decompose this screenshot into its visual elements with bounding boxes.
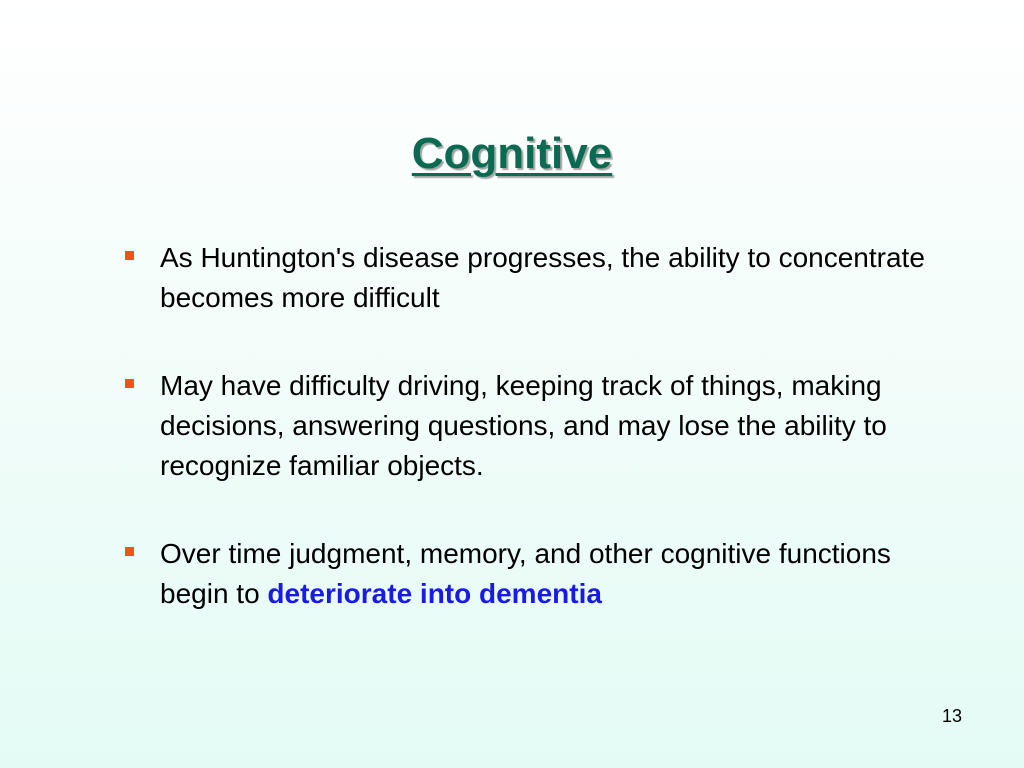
- square-bullet-icon: [125, 547, 134, 556]
- emphasized-text: deteriorate into dementia: [267, 578, 602, 609]
- slide-title: Cognitive: [411, 129, 613, 178]
- bullet-item-2: [122, 366, 942, 486]
- bullet-text: May have difficulty driving, keeping track of things, making decisions, answering questions, and may lose the ability to recognize familiar objects.: [160, 370, 887, 481]
- bullet-text: As Huntington's disease progresses, the ability to concentrate becomes more difficult: [160, 242, 925, 313]
- square-bullet-icon: [125, 251, 134, 260]
- bullet-item-1: [122, 238, 942, 318]
- bullet-list: [122, 238, 942, 662]
- square-bullet-icon: [125, 379, 134, 388]
- slide-number: 13: [941, 706, 962, 726]
- bullet-text: Over time judgment, memory, and other cognitive functions begin to: [160, 538, 891, 609]
- bullet-item-3: [122, 534, 942, 614]
